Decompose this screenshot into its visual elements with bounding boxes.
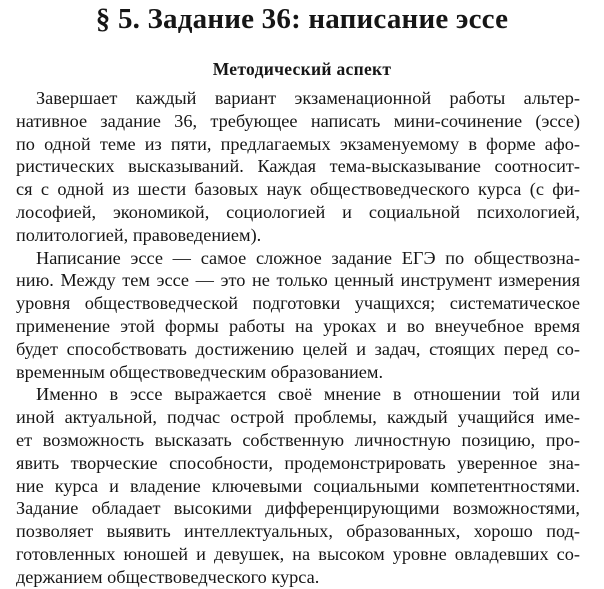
text-line: применение этой формы работы на уроках и во внеучебное время: [16, 315, 580, 336]
text-line: ние курса и владение ключевыми социальными компетентностями.: [16, 475, 580, 496]
paragraph-1: [16, 87, 580, 247]
section-title: § 5. Задание 36: написание эссе: [95, 3, 509, 35]
text-line: будет способствовать достижению целей и задач, стоящих перед со-: [16, 338, 580, 359]
text-line: позволяет выявить интеллектуальных, образованных, хорошо под-: [16, 521, 580, 542]
text-line: Завершает каждый вариант экзаменационной работы альтер-: [36, 88, 580, 108]
text-line: Написание эссе — самое сложное задание ЕГЭ по обществозна-: [36, 247, 580, 268]
body-text: [16, 87, 580, 589]
text-line: держанием обществоведческого курса.: [16, 566, 320, 587]
text-line: явить творческие способности, продемонстрировать уверенное зна-: [16, 452, 580, 473]
paragraph-3: [16, 383, 580, 588]
subtitle: Методический аспект: [212, 59, 392, 79]
text-line: ся с одной из шести базовых наук обществоведческого курса (с фи-: [16, 179, 580, 200]
text-line: уровня обществоведческой подготовки учащихся; систематическое: [16, 293, 580, 314]
text-line: политологией, правоведением).: [16, 224, 262, 245]
text-line: готовленных юношей и девушек, на высоком уровне овладевших со-: [16, 543, 580, 564]
text-line: по одной теме из пяти, предлагаемых экзаменуемому в форме афо-: [16, 133, 580, 154]
paragraph-2: [16, 247, 580, 384]
text-line: нию. Между тем эссе — это не только ценный инструмент измерения: [16, 270, 580, 291]
text-line: нативное задание 36, требующее написать мини-сочинение (эссе): [16, 110, 580, 131]
text-line: ристических высказываний. Каждая тема-высказывание соотносит-: [16, 156, 580, 177]
text-line: Задание обладает высокими дифференцирующими возможностями,: [16, 498, 580, 519]
text-line: лософией, экономикой, социологией и социальной психологией,: [16, 201, 580, 222]
text-line: Именно в эссе выражается своё мнение в отношении той или: [36, 384, 580, 405]
text-line: временным обществоведческим образованием.: [16, 361, 384, 382]
text-line: иной актуальной, подчас острой проблемы, каждый учащийся име-: [16, 407, 580, 428]
text-line: ет возможность высказать собственную личностную позицию, про-: [16, 429, 580, 450]
